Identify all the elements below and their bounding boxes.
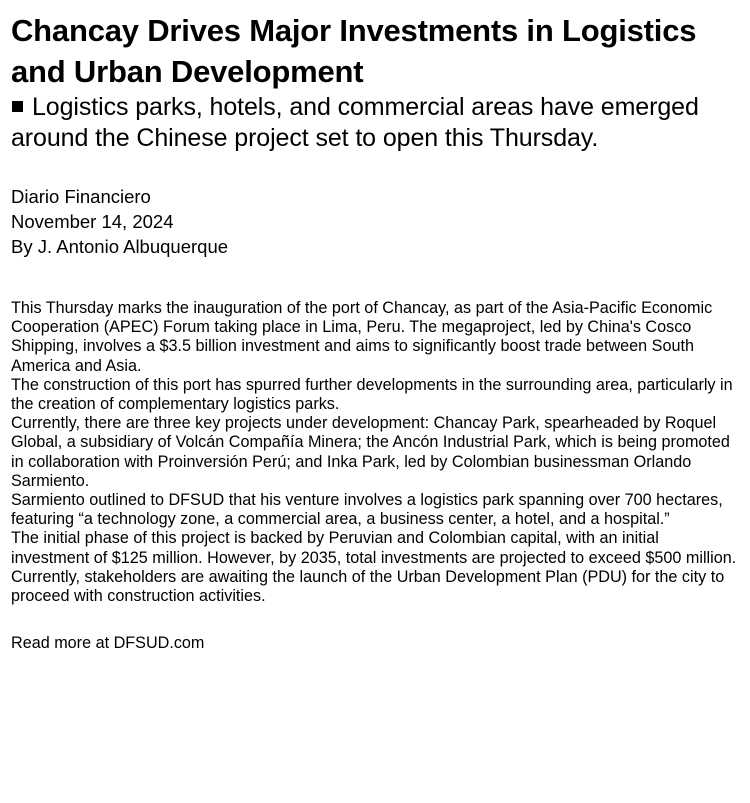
paragraph: The initial phase of this project is backed by Peruvian and Colombian capital, with an initial investment of $125 million. However, by 2035, total investments are projected to exceed $500 million. [11, 529, 737, 567]
paragraph: The construction of this port has spurred further developments in the surrounding area, particularly in the creation of complementary logistics parks. [11, 375, 733, 414]
article-meta [11, 184, 740, 259]
read-more-text: Read more at DFSUD.com [11, 634, 205, 653]
headline: Chancay Drives Major Investments in Logistics and Urban Development [11, 13, 697, 89]
byline: By J. Antonio Albuquerque [11, 236, 229, 257]
publication-date: November 14, 2024 [11, 211, 174, 232]
paragraph: Sarmiento outlined to DFSUD that his venture involves a logistics park spanning over 700 hectares, featuring “a technology zone, a commercial area, a business center, a hotel, and a hospital.” [11, 491, 723, 529]
paragraph: Currently, there are three key projects under development: Chancay Park, spearheaded by Roquel Global, a subsidiary of Volcán Compañía Minera; the Ancón Industrial Park, which is being promoted in collaboration with Proinversión Perú; and Inka Park, led by Colombian businessman Orlando Sarmiento. [11, 414, 730, 490]
paragraph: This Thursday marks the inauguration of the port of Chancay, as part of the Asia-Pacific Economic Cooperation (APEC) Forum taking place in Lima, Peru. The megaproject, led by China's Cosco Shipping, involves a $3.5 billion investment and aims to significantly boost trade between South America and Asia. [11, 299, 713, 375]
paragraph: Currently, stakeholders are awaiting the launch of the Urban Development Plan (PDU) for the city to proceed with construction activities. [11, 567, 725, 606]
subheadline-text: Logistics parks, hotels, and commercial areas have emerged around the Chinese project set to open this Thursday. [11, 93, 699, 152]
article-body [11, 299, 740, 606]
subheadline [11, 92, 740, 154]
square-bullet-icon [12, 101, 23, 112]
publication-name: Diario Financiero [11, 186, 151, 207]
